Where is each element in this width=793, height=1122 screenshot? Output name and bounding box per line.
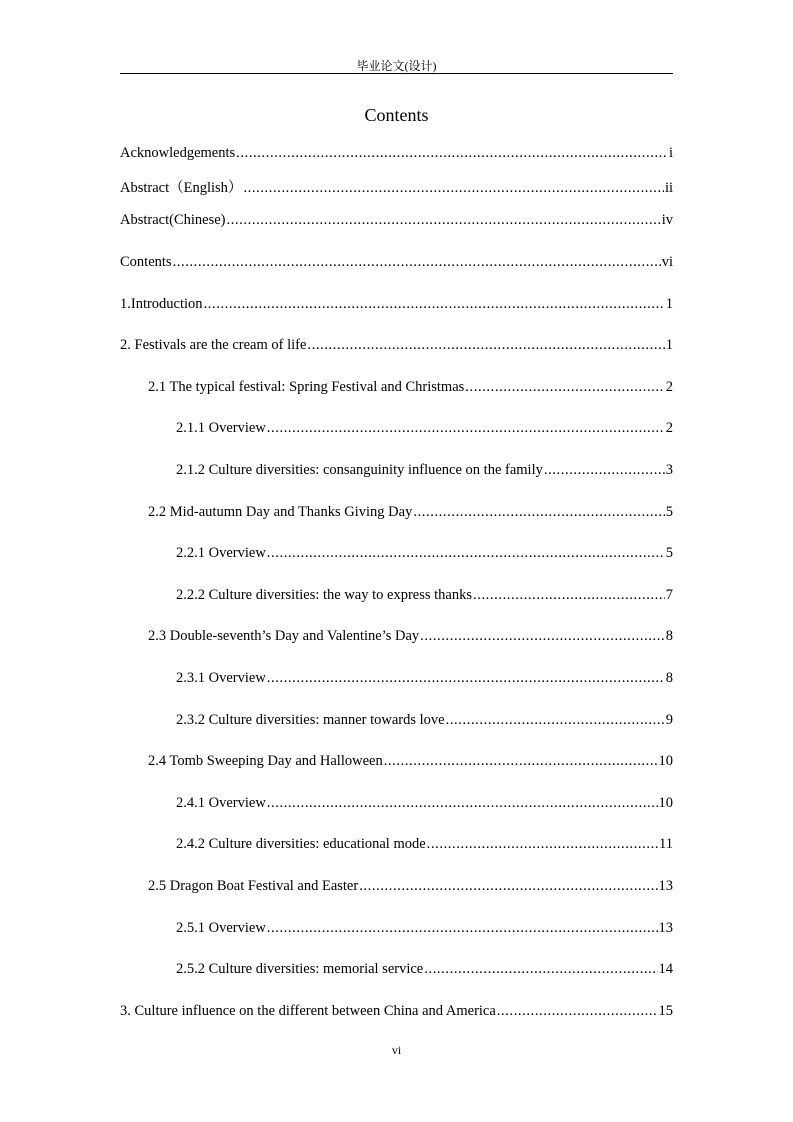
toc-entry-label: 2.2 Mid-autumn Day and Thanks Giving Day [148, 504, 413, 520]
toc-entry[interactable] [120, 337, 673, 354]
toc-entry-label: 2.3.1 Overview [176, 670, 266, 686]
toc-entry[interactable] [176, 961, 673, 978]
toc-entry-page: 13 [658, 920, 673, 936]
toc-entry[interactable] [120, 176, 673, 197]
toc-entry-page: i [668, 145, 673, 161]
dot-leader [236, 145, 668, 162]
toc-entry-page: 2 [665, 379, 673, 395]
dot-leader [544, 462, 665, 479]
dot-leader [424, 961, 657, 978]
toc-entry-label: Abstract（English） [120, 180, 243, 196]
toc-entry-page: vi [661, 254, 673, 270]
toc-entry[interactable] [148, 628, 673, 645]
toc-entry[interactable] [148, 878, 673, 895]
toc-entry-label: 2.5.2 Culture diversities: memorial service [176, 961, 424, 977]
running-header: 毕业论文(设计) [356, 59, 437, 73]
toc-entry[interactable] [176, 462, 673, 479]
toc-entry-page: 5 [665, 504, 673, 520]
dot-leader [173, 254, 661, 271]
dot-leader [267, 920, 658, 937]
toc-entry-page: 10 [658, 795, 673, 811]
toc-entry-label: 1.Introduction [120, 296, 203, 312]
toc-entry-label: 3. Culture influence on the different between China and America [120, 1003, 496, 1019]
toc-entry[interactable] [176, 795, 673, 812]
toc-entry-label: 2.4.1 Overview [176, 795, 266, 811]
dot-leader [243, 180, 664, 197]
toc-entry-page: ii [664, 180, 673, 196]
dot-leader [473, 587, 665, 604]
toc-entry-page: 15 [658, 1003, 673, 1019]
header-rule [120, 73, 673, 74]
dot-leader [267, 420, 665, 437]
toc-entry[interactable] [120, 145, 673, 162]
toc-entry-label: 2.4 Tomb Sweeping Day and Halloween [148, 753, 383, 769]
toc-entry-label: 2.1 The typical festival: Spring Festival and Christmas [148, 379, 465, 395]
toc-entry[interactable] [176, 712, 673, 729]
toc-entry-page: 5 [665, 545, 673, 561]
toc-entry[interactable] [176, 670, 673, 687]
toc-entry-page: 2 [665, 420, 673, 436]
dot-leader [420, 628, 665, 645]
toc-entry-label: 2.5.1 Overview [176, 920, 266, 936]
toc-entry-page: 11 [659, 836, 673, 852]
toc-entry-label: 2.1.2 Culture diversities: consanguinity influence on the family [176, 462, 543, 478]
dot-leader [267, 670, 665, 687]
page-title: Contents [364, 105, 429, 125]
toc-entry-page: 1 [665, 296, 673, 312]
toc-entry-label: 2. Festivals are the cream of life [120, 337, 307, 353]
toc-entry[interactable] [176, 420, 673, 437]
toc-entry-page: 3 [665, 462, 673, 478]
toc-entry[interactable] [176, 836, 673, 853]
dot-leader [497, 1003, 658, 1020]
toc-entry-page: iv [661, 212, 673, 228]
toc-entry-label: 2.5 Dragon Boat Festival and Easter [148, 878, 359, 894]
toc-entry[interactable] [176, 545, 673, 562]
dot-leader [307, 337, 664, 354]
dot-leader [413, 504, 664, 521]
dot-leader [446, 712, 665, 729]
toc-entry-label: 2.3.2 Culture diversities: manner towards love [176, 712, 445, 728]
dot-leader [204, 296, 665, 313]
toc-entry-label: 2.2.1 Overview [176, 545, 266, 561]
toc-entry-label: 2.1.1 Overview [176, 420, 266, 436]
dot-leader [465, 379, 664, 396]
toc-entry-page: 14 [658, 961, 673, 977]
toc-entry-label: Abstract(Chinese) [120, 212, 226, 228]
toc-entry[interactable] [176, 587, 673, 604]
toc-entry-page: 9 [665, 712, 673, 728]
toc-entry[interactable] [120, 212, 673, 229]
toc-entry-page: 10 [658, 753, 673, 769]
toc-entry-label: 2.3 Double-seventh’s Day and Valentine’s Day [148, 628, 420, 644]
toc-entry[interactable] [148, 379, 673, 396]
toc-entry[interactable] [120, 296, 673, 313]
toc-entry-page: 7 [665, 587, 673, 603]
dot-leader [267, 795, 658, 812]
toc-entry[interactable] [120, 1003, 673, 1020]
toc-entry[interactable] [148, 504, 673, 521]
toc-entry-label: Contents [120, 254, 172, 270]
toc-entry[interactable] [148, 753, 673, 770]
dot-leader [227, 212, 661, 229]
toc-entry-label: 2.2.2 Culture diversities: the way to express thanks [176, 587, 472, 603]
dot-leader [427, 836, 658, 853]
page-number-footer: vi [391, 1043, 402, 1057]
dot-leader [359, 878, 657, 895]
toc-entry-label: Acknowledgements [120, 145, 236, 161]
toc-entry-page: 8 [665, 670, 673, 686]
toc-entry-page: 1 [665, 337, 673, 353]
dot-leader [384, 753, 658, 770]
dot-leader [267, 545, 665, 562]
toc-entry-page: 8 [665, 628, 673, 644]
toc-entry-label: 2.4.2 Culture diversities: educational mode [176, 836, 426, 852]
toc-entry[interactable] [120, 254, 673, 271]
toc-entry-page: 13 [658, 878, 673, 894]
toc-entry[interactable] [176, 920, 673, 937]
